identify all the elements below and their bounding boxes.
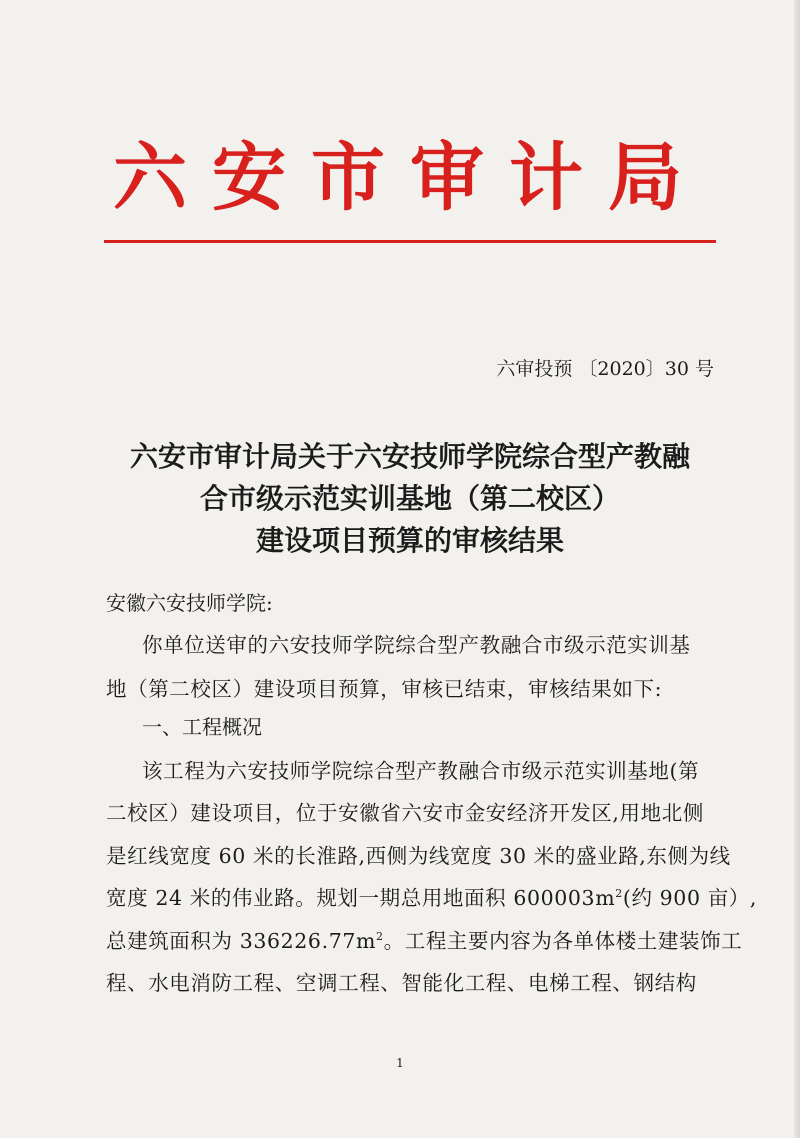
document-title-line-1: 六安市审计局关于六安技师学院综合型产教融 xyxy=(129,440,690,473)
intro-line-2: 地（第二校区）建设项目预算，审核已结束，审核结果如下: xyxy=(106,677,663,701)
overview-line-5-text: 总建筑面积为 336226.77m xyxy=(106,929,377,953)
recipient-salutation: 安徽六安技师学院: xyxy=(106,591,273,615)
overview-line-3: 是红线宽度 60 米的长淮路,西侧为线宽度 30 米的盛业路,东侧为线 xyxy=(106,844,731,868)
document-title-line-3: 建设项目预算的审核结果 xyxy=(255,524,564,557)
letterhead-title: 六安市审计局 xyxy=(113,135,707,221)
overview-line-5 xyxy=(106,928,743,954)
document-number: 六审投预 〔2020〕30 号 xyxy=(496,358,714,380)
intro-line-1: 你单位送审的六安技师学院综合型产教融合市级示范实训基 xyxy=(142,633,691,657)
superscript-2: 2 xyxy=(376,930,384,944)
overview-line-5-text-end: 。工程主要内容为各单体楼土建装饰工 xyxy=(383,929,743,953)
overview-line-4-text: 宽度 24 米的伟业路。规划一期总用地面积 600003m xyxy=(106,886,616,910)
document-title xyxy=(100,436,720,562)
superscript-2: 2 xyxy=(615,887,623,901)
page-number: 1 xyxy=(396,1056,404,1070)
document-title-line-2: 合市级示范实训基地（第二校区） xyxy=(199,482,620,515)
section-heading-project-overview: 一、工程概况 xyxy=(142,715,262,739)
overview-line-4 xyxy=(106,885,758,911)
overview-line-4-text-end: (约 900 亩）, xyxy=(622,886,758,910)
letterhead-red-rule xyxy=(104,240,716,243)
overview-line-6: 程、水电消防工程、空调工程、智能化工程、电梯工程、钢结构 xyxy=(106,971,697,995)
overview-line-1: 该工程为六安技师学院综合型产教融合市级示范实训基地(第 xyxy=(142,759,700,783)
overview-line-2: 二校区）建设项目，位于安徽省六安市金安经济开发区,用地北侧 xyxy=(106,801,704,825)
